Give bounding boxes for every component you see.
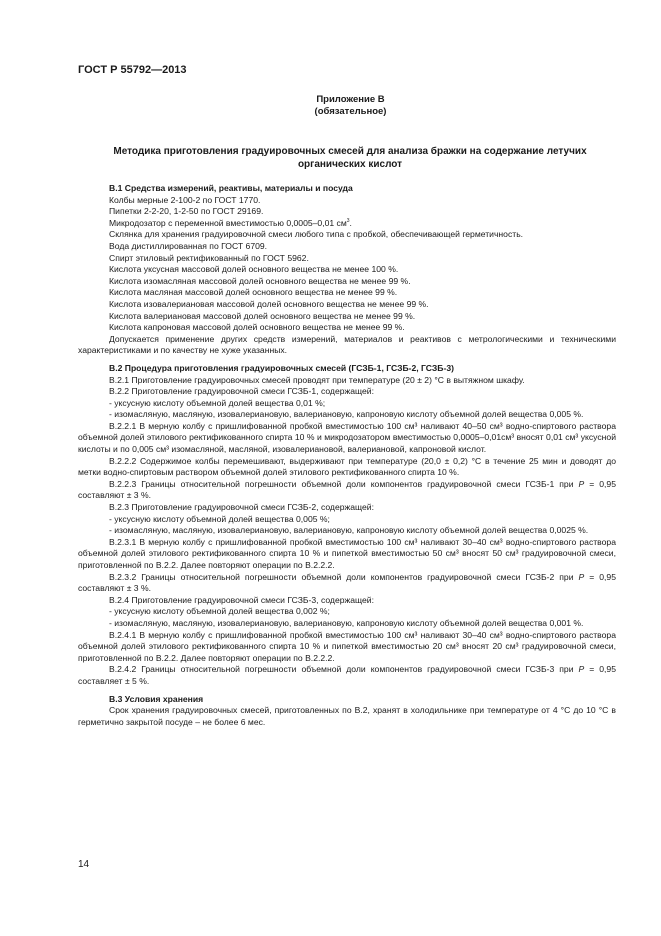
b2-4-1: В.2.4.1 В мерную колбу с пришлифованной пробкой вместимостью 100 см³ наливают 30–40 см³ водно-спиртового раствора объемной долей этилового ректификованного спирта 10 % и пипеткой вместимостью 20 см³ вносят 20 см³ градуировочной смеси, приготовленной по В.2.2. Далее повторяют операции по В.2.2.2. [78, 629, 616, 663]
page-number: 14 [78, 859, 90, 870]
b1-item-3: Микродозатор с переменной вместимостью 0,0005–0,01 $см^3$. [109, 217, 352, 228]
b2-3-acetic: - уксусную кислоту объемной долей вещества 0,005 %; [109, 513, 330, 524]
section-b2-heading: В.2 Процедура приготовления градуировочных смесей (ГСЗБ-1, ГСЗБ-2, ГСЗБ-3) [109, 362, 454, 373]
b3-text: Срок хранения градуировочных смесей, приготовленных по В.2, хранят в холодильнике при температуре от 4 °С до 10 °С в герметично закрытой посуде – не более 6 мес. [78, 705, 616, 727]
b2-4-other: - изомасляную, масляную, изовалериановую, валериановую, капроновую кислоту объемной долей вещества 0,001 %. [109, 617, 584, 628]
appendix-title: Приложение В [316, 94, 385, 105]
b2-3: В.2.3 Приготовление градуировочной смеси ГСЗБ-2, содержащей: [109, 502, 374, 513]
b1-item-4: Склянка для хранения градуировочной смеси любого типа с пробкой, обеспечивающей герметичность. [109, 229, 524, 240]
document-title: Методика приготовления градуировочных смесей для анализа бражки на содержание летучих органических кислот [113, 146, 587, 170]
b2-2-2: В.2.2.2 Содержимое колбы перемешивают, выдерживают при температуре (20,0 ± 0,2) °С в течение 25 мин и доводят до метки водно-спиртовым раствором объемной долей этилового ректификованного спирта 10 %. [78, 455, 616, 478]
b2-3-2: В.2.3.2 Границы относительной погрешности объемной доли компонентов градуировочной смеси ГСЗБ-2 при Р = 0,95 составляют ± 3 %. [78, 571, 616, 594]
appendix-heading [0, 94, 661, 118]
standard-code: ГОСТ Р 55792—2013 [78, 64, 187, 76]
b1-item-5: Вода дистиллированная по ГОСТ 6709. [109, 240, 268, 251]
b1-item-1: Колбы мерные 2-100-2 по ГОСТ 1770. [109, 194, 261, 205]
b1-note: Допускается применение других средств измерений, материалов и реактивов с метрологическими и техническими характеристиками и по качеству не хуже указанных. [78, 333, 616, 356]
appendix-type: (обязательное) [314, 106, 387, 117]
b2-2-1: В.2.2.1 В мерную колбу с пришлифованной пробкой вместимостью 100 см³ наливают 40–50 см³ водно-спиртового раствора объемной долей этилового ректификованного спирта 10 % и микродозатором вместимостью 0,0005–0,01см³ вносят 0,01 см³ уксусной кислоты и по 0,005 см³ изомасляной, масляной, изовалериановой, валериановой, капроновой кислот. [78, 420, 616, 455]
b2-2-other: - изомасляную, масляную, изовалериановую, валериановую, капроновую кислоту объемной долей вещества 0,005 %. [109, 409, 584, 420]
b1-item-12: Кислота капроновая массовой долей основного вещества не менее 99 %. [109, 322, 405, 333]
b1-item-8: Кислота изомасляная массовой долей основного вещества не менее 99 %. [109, 275, 411, 286]
b2-2-3: В.2.2.3 Границы относительной погрешности объемной доли компонентов градуировочной смеси ГСЗБ-1 при Р = 0,95 составляют ± 3 %. [78, 478, 616, 501]
b1-item-7: Кислота уксусная массовой долей основного вещества не менее 100 %. [109, 264, 399, 275]
b2-4-acetic: - уксусную кислоту объемной долей вещества 0,002 %; [109, 606, 330, 617]
b2-2-acetic: - уксусную кислоту объемной долей вещества 0,01 %; [109, 397, 326, 408]
b2-4: В.2.4 Приготовление градуировочной смеси ГСЗБ-3, содержащей: [109, 594, 374, 605]
b2-4-2: В.2.4.2 Границы относительной погрешности объемной доли компонентов градуировочной смеси ГСЗБ-3 при Р = 0,95 составляет ± 5 %. [78, 664, 616, 686]
b1-item-11: Кислота валериановая массовой долей основного вещества не менее 99 %. [109, 310, 416, 321]
b2-1: В.2.1 Приготовление градуировочных смесей проводят при температуре (20 ± 2) °С в вытяжном шкафу. [109, 374, 525, 385]
b1-item-6: Спирт этиловый ректификованный по ГОСТ 5962. [109, 252, 309, 263]
b1-item-9: Кислота масляная массовой долей основного вещества не менее 99 %. [109, 287, 398, 298]
b2-3-other: - изомасляную, масляную, изовалериановую, валериановую, капроновую кислоту объемной долей вещества 0,0025 %. [109, 525, 589, 536]
b1-item-2: Пипетки 2-2-20, 1-2-50 по ГОСТ 29169. [109, 206, 264, 217]
section-b3-heading: В.3 Условия хранения [109, 693, 204, 704]
section-b1-heading: В.1 Средства измерений, реактивы, материалы и посуда [109, 183, 353, 193]
b1-item-10: Кислота изовалериановая массовой долей основного вещества не менее 99 %. [109, 298, 429, 309]
document-body [78, 183, 616, 728]
b2-2: В.2.2 Приготовление градуировочной смеси ГСЗБ-1, содержащей: [109, 386, 374, 397]
b2-3-1: В.2.3.1 В мерную колбу с пришлифованной пробкой вместимостью 100 см³ наливают 30–40 см³ водно-спиртового раствора объемной долей этилового ректификованного спирта 10 % и пипеткой вместимостью 50 см³ вносят 50 см³ градуировочной смеси, приготовленной по В.2.2. Далее повторяют операции по В.2.2.2. [78, 536, 616, 570]
